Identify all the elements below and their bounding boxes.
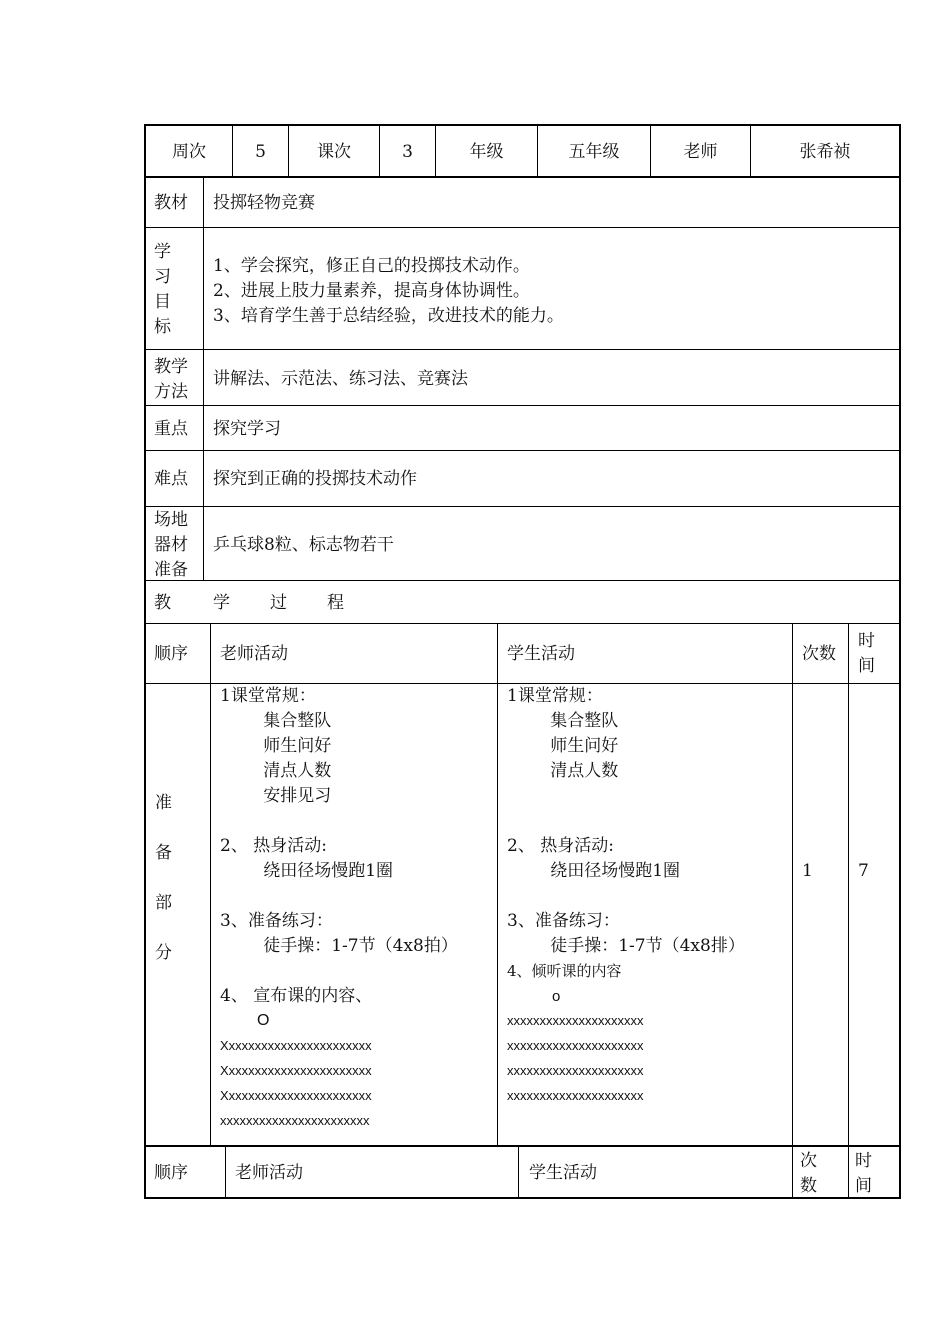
- key-point-label: 重点: [154, 419, 188, 439]
- method-label-2: 方法: [154, 382, 188, 402]
- goals-label-4: 标: [154, 317, 171, 337]
- student-line: 2、 热身活动:: [507, 836, 614, 856]
- prep-count: 1: [802, 861, 813, 881]
- difficulty-value: 探究到正确的投掷技术动作: [213, 469, 417, 489]
- student-item4: 4、倾听课的内容: [507, 962, 622, 980]
- goals-label-2: 习: [154, 267, 171, 287]
- teacher-line: 3、准备练习：: [220, 911, 333, 931]
- goals-label-1: 学: [154, 242, 171, 262]
- divider: [203, 177, 204, 581]
- difficulty-label: 难点: [154, 469, 188, 489]
- col2-time-2: 间: [855, 1176, 872, 1196]
- table-right-border: [899, 124, 901, 1199]
- col-student: 学生活动: [507, 644, 575, 664]
- col2-student: 学生活动: [529, 1163, 597, 1183]
- goals-label-3: 目: [154, 292, 171, 312]
- teacher-formation-row: Xxxxxxxxxxxxxxxxxxxxxxx: [220, 1038, 372, 1053]
- divider: [144, 405, 901, 406]
- divider: [792, 1146, 793, 1198]
- divider: [144, 506, 901, 507]
- teacher-formation-mark: O: [257, 1012, 270, 1029]
- grade-label: 年级: [469, 142, 504, 162]
- col-teacher: 老师活动: [220, 644, 288, 664]
- process-title-char: 学: [213, 593, 230, 613]
- lesson-label: 课次: [317, 142, 351, 162]
- col2-time-1: 时: [855, 1151, 872, 1171]
- week-label: 周次: [172, 142, 206, 162]
- teacher-formation-row: Xxxxxxxxxxxxxxxxxxxxxxx: [220, 1063, 372, 1078]
- teacher-line: 清点人数: [220, 761, 332, 781]
- equipment-value: 乒乓球8粒、标志物若干: [213, 535, 394, 555]
- divider: [848, 1146, 849, 1198]
- teacher-label: 老师: [683, 142, 718, 162]
- teacher-line: 徒手操：1-7节（4x8拍）: [220, 936, 458, 956]
- goal-item: 1、学会探究，修正自己的投掷技术动作。: [213, 256, 530, 276]
- student-formation-row: xxxxxxxxxxxxxxxxxxxxx: [507, 1038, 644, 1053]
- divider: [518, 1146, 519, 1198]
- method-value: 讲解法、示范法、练习法、竞赛法: [213, 369, 468, 389]
- process-title-char: 过: [270, 593, 287, 613]
- week-value: 5: [255, 142, 266, 162]
- teacher-line: 2、 热身活动:: [220, 836, 327, 856]
- teacher-line: 绕田径场慢跑1圈: [220, 861, 394, 881]
- material-label: 教材: [154, 193, 188, 213]
- divider: [225, 1146, 226, 1198]
- divider: [210, 623, 211, 1146]
- teacher-formation-row: Xxxxxxxxxxxxxxxxxxxxxxx: [220, 1088, 372, 1103]
- goal-item: 2、进展上肢力量素养，提高身体协调性。: [213, 281, 530, 301]
- prep-time: 7: [858, 861, 869, 881]
- col2-teacher: 老师活动: [235, 1163, 303, 1183]
- student-line: 绕田径场慢跑1圈: [507, 861, 681, 881]
- col-count: 次数: [802, 644, 836, 664]
- equipment-label-1: 场地: [154, 510, 188, 530]
- grade-value: 五年级: [568, 142, 620, 162]
- student-formation-mark: o: [552, 988, 561, 1005]
- section-label-char: 备: [155, 843, 172, 863]
- col2-order: 顺序: [154, 1163, 188, 1183]
- student-line: 集合整队: [507, 711, 619, 731]
- col2-count-1: 次: [800, 1151, 817, 1171]
- section-label-char: 准: [155, 793, 172, 813]
- student-line: 1课堂常规：: [507, 686, 603, 706]
- teacher-line: 集合整队: [220, 711, 332, 731]
- section-label-char: 部: [155, 893, 172, 913]
- divider: [497, 623, 498, 1146]
- divider: [144, 1145, 901, 1147]
- material-value: 投掷轻物竞赛: [213, 193, 315, 213]
- divider: [792, 623, 793, 1146]
- teacher-formation-row: xxxxxxxxxxxxxxxxxxxxxxx: [220, 1113, 370, 1128]
- equipment-label-2: 器材: [154, 535, 188, 555]
- teacher-line: 1课堂常规：: [220, 686, 316, 706]
- section-label-char: 分: [155, 943, 172, 963]
- divider: [144, 623, 901, 624]
- process-title-char: 程: [327, 593, 344, 613]
- divider: [144, 580, 901, 581]
- student-formation-row: xxxxxxxxxxxxxxxxxxxxx: [507, 1013, 644, 1028]
- col-time-2: 间: [858, 656, 875, 676]
- process-title-char: 教: [154, 593, 171, 613]
- col2-count-2: 数: [800, 1176, 817, 1196]
- student-line: 3、准备练习：: [507, 911, 620, 931]
- lesson-value: 3: [402, 142, 413, 162]
- divider: [144, 227, 901, 228]
- table-top-border: [144, 124, 901, 126]
- student-line: 徒手操：1-7节（4x8排）: [507, 936, 745, 956]
- divider: [144, 176, 901, 178]
- divider: [848, 623, 849, 1146]
- table-bottom-border: [144, 1197, 901, 1199]
- teacher-line: 4、 宣布课的内容、: [220, 986, 373, 1006]
- student-line: 师生问好: [507, 736, 619, 756]
- student-line: 清点人数: [507, 761, 619, 781]
- col-order: 顺序: [154, 644, 188, 664]
- teacher-line: 师生问好: [220, 736, 332, 756]
- student-formation-row: xxxxxxxxxxxxxxxxxxxxx: [507, 1063, 644, 1078]
- equipment-label-3: 准备: [154, 560, 188, 580]
- divider: [144, 349, 901, 350]
- goal-item: 3、培育学生善于总结经验，改进技术的能力。: [213, 306, 564, 326]
- table-left-border: [144, 124, 146, 1199]
- teacher-value: 张希祯: [799, 142, 851, 162]
- student-formation-row: xxxxxxxxxxxxxxxxxxxxx: [507, 1088, 644, 1103]
- key-point-value: 探究学习: [213, 419, 281, 439]
- method-label-1: 教学: [154, 357, 188, 377]
- divider: [144, 450, 901, 451]
- teacher-line: 安排见习: [220, 786, 332, 806]
- col-time-1: 时: [858, 631, 875, 651]
